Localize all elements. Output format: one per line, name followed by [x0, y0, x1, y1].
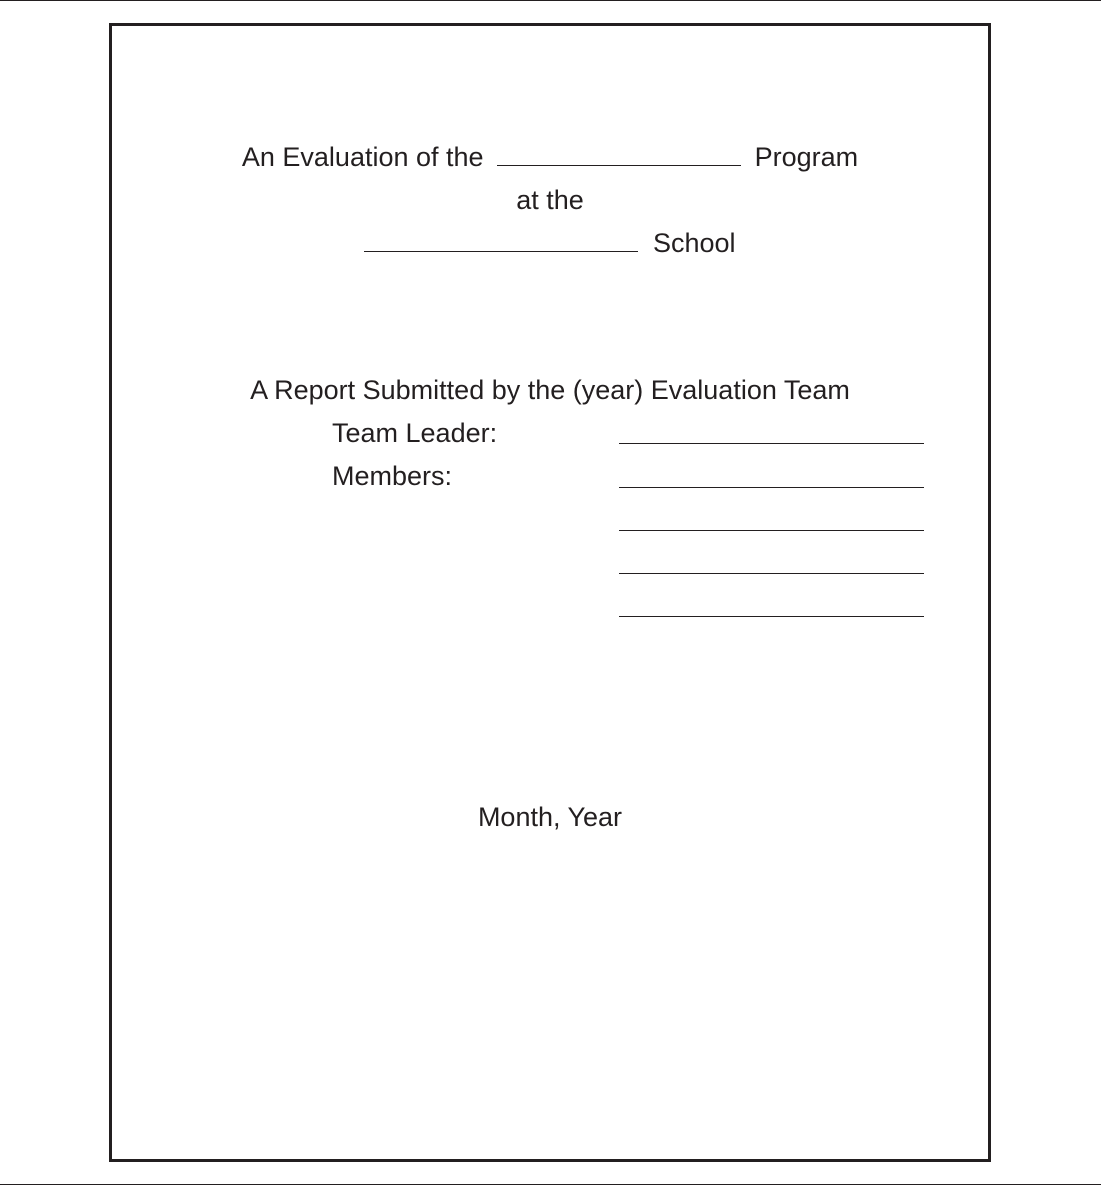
school-name-blank — [364, 229, 638, 252]
team-leader-label: Team Leader: — [332, 418, 498, 448]
title-prefix: An Evaluation of the — [241, 142, 484, 172]
date-line — [112, 801, 988, 833]
report-heading — [112, 374, 988, 406]
title-line-program — [112, 141, 988, 173]
member-blank-4 — [619, 616, 924, 617]
title-at-the: at the — [516, 185, 584, 215]
title-program-suffix: Program — [754, 142, 859, 172]
title-line-school — [112, 227, 988, 259]
program-name-blank — [497, 143, 741, 166]
top-rule — [0, 0, 1101, 1]
members-label: Members: — [332, 461, 453, 491]
date-label: Month, Year — [477, 802, 623, 832]
cover-page — [109, 23, 991, 1162]
member-blank-3 — [619, 573, 924, 574]
title-school-suffix: School — [652, 228, 736, 258]
member-blank-1 — [619, 487, 924, 488]
member-blank-2 — [619, 530, 924, 531]
team-leader-blank — [619, 443, 924, 444]
report-heading-text: A Report Submitted by the (year) Evaluation Team — [250, 375, 850, 405]
title-line-at-the — [112, 184, 988, 216]
bottom-rule — [0, 1184, 1101, 1185]
